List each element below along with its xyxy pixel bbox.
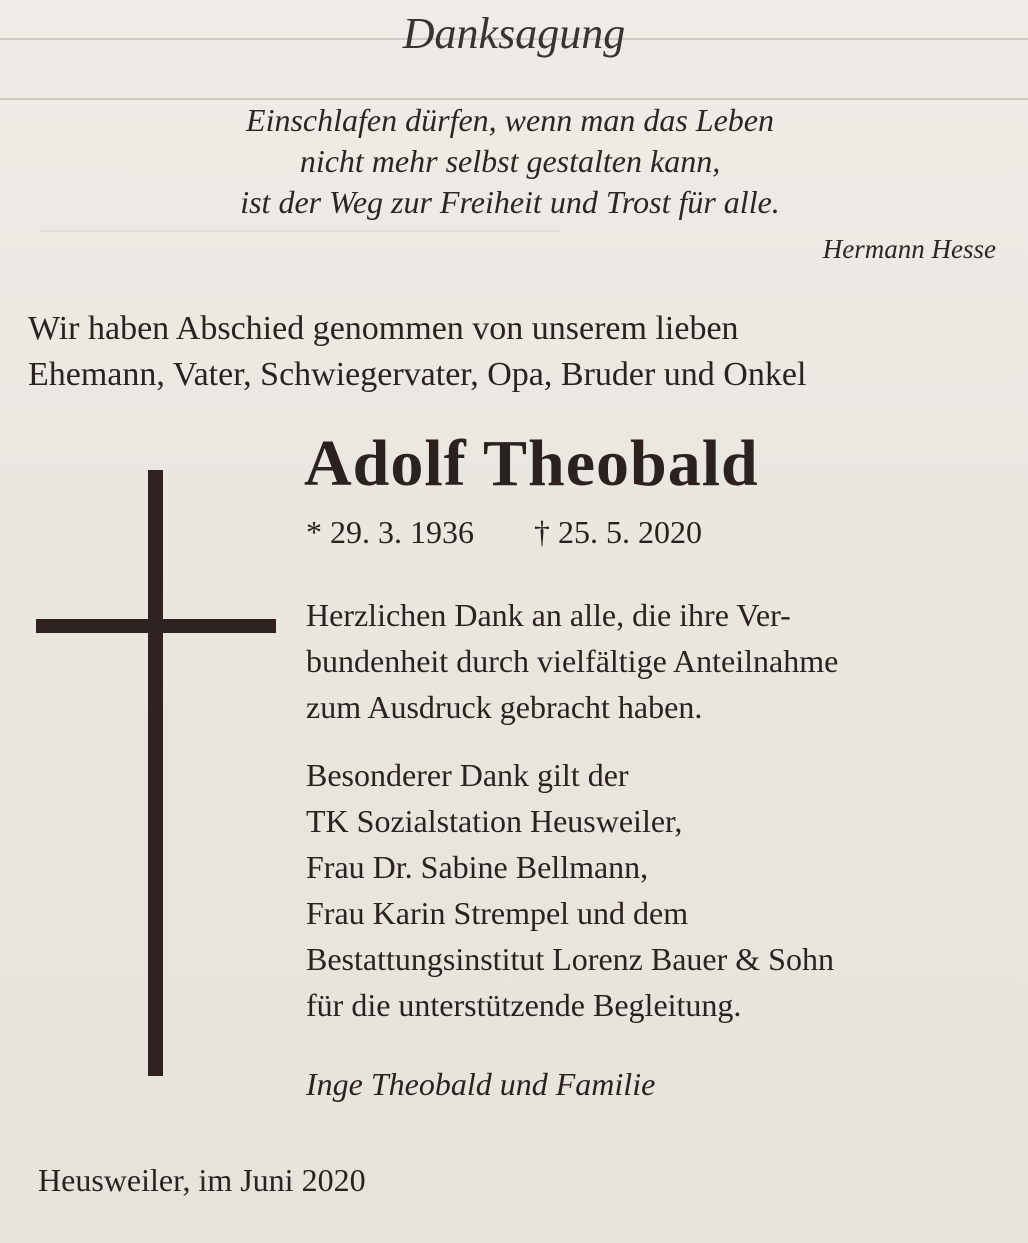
life-dates: [306, 514, 702, 551]
page-title: Danksagung: [402, 9, 626, 58]
signature: Inge Theobald und Familie: [306, 1066, 656, 1102]
special-thanks-line: TK Sozialstation Heusweiler,: [306, 803, 683, 839]
special-thanks-paragraph: [306, 752, 1006, 1028]
special-thanks-line: Frau Dr. Sabine Bellmann,: [306, 849, 649, 885]
quote-author: Hermann Hesse: [822, 234, 996, 264]
quote-block: [100, 100, 920, 223]
cross-icon-bar: [36, 619, 276, 633]
special-thanks-line: für die unterstützende Begleitung.: [306, 987, 742, 1023]
thanks-line: zum Ausdruck gebracht haben.: [306, 689, 703, 725]
quote-line: ist der Weg zur Freiheit und Trost für alle.: [240, 184, 780, 220]
death-date: † 25. 5. 2020: [534, 514, 702, 550]
bleed-through-mark: [40, 230, 560, 232]
thanks-paragraph: [306, 592, 1006, 730]
special-thanks-line: Besonderer Dank gilt der: [306, 757, 629, 793]
deceased-name: Adolf Theobald: [304, 427, 759, 500]
special-thanks-line: Bestattungsinstitut Lorenz Bauer & Sohn: [306, 941, 834, 977]
quote-line: nicht mehr selbst gestalten kann,: [299, 143, 721, 179]
special-thanks-line: Frau Karin Strempel und dem: [306, 895, 689, 931]
cross-icon: [148, 470, 163, 1076]
quote-line: Einschlafen dürfen, wenn man das Leben: [246, 102, 774, 138]
thanks-line: bundenheit durch vielfältige Anteilnahme: [306, 643, 839, 679]
thanks-line: Herzlichen Dank an alle, die ihre Ver-: [306, 597, 791, 633]
intro-text: [28, 306, 998, 398]
intro-line: Wir haben Abschied genommen von unserem lieben: [28, 310, 739, 347]
intro-line: Ehemann, Vater, Schwiegervater, Opa, Bruder und Onkel: [28, 356, 807, 393]
birth-date: * 29. 3. 1936: [306, 514, 474, 550]
place-and-date: Heusweiler, im Juni 2020: [38, 1162, 366, 1198]
